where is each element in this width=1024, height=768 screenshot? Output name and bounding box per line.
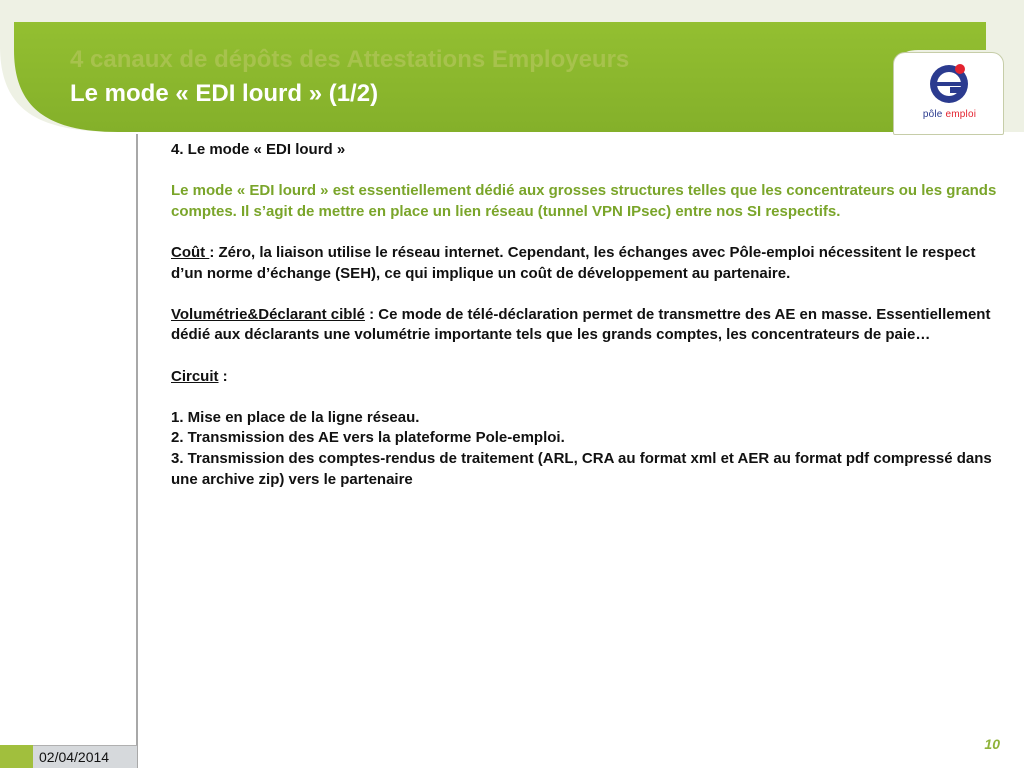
footer-date: 02/04/2014	[33, 745, 137, 768]
footer-accent-square	[0, 745, 33, 768]
circuit-step-3: 3. Transmission des comptes-rendus de traitement (ARL, CRA au format xml et AER au format pdf compressé dans une archive zip) vers le partenaire	[171, 449, 992, 488]
cout-text: : Zéro, la liaison utilise le réseau internet. Cependant, les échanges avec Pôle-emploi nécessitent le respect d’un norme d’échange (SEH), ce qui implique un coût de développement au partenaire.	[171, 243, 976, 282]
slide-body	[171, 140, 1001, 490]
volumetrie-text: : Ce mode de télé-déclaration permet de transmettre des AE en masse. Essentiellement dédié aux déclarants une volumétrie importante tels que les grands comptes, les concentrateurs de paie…	[171, 305, 991, 344]
vertical-divider	[136, 134, 138, 768]
circuit-suffix: :	[218, 367, 228, 385]
volumetrie-label: Volumétrie&Déclarant ciblé	[171, 305, 365, 323]
intro-paragraph: Le mode « EDI lourd » est essentiellement dédié aux grosses structures telles que les concentrateurs ou les grands comptes. Il s’agit de mettre en place un lien réseau (tunnel VPN IPsec) entre nos SI respectifs.	[171, 182, 997, 220]
circuit-step-1: 1. Mise en place de la ligne réseau.	[171, 408, 420, 426]
logo-text-pole: pôle	[922, 109, 946, 120]
pole-emploi-logo-icon	[894, 53, 1005, 113]
logo-wordmark	[894, 109, 1005, 120]
page-number: 10	[984, 736, 1000, 752]
logo-text-emploi: emploi	[945, 109, 977, 120]
slide-title-line1: 4 canaux de dépôts des Attestations Employeurs	[70, 46, 630, 73]
cout-label: Coût	[171, 243, 210, 261]
section-heading: 4. Le mode « EDI lourd »	[171, 141, 346, 158]
pole-emploi-logo	[893, 52, 1004, 135]
circuit-paragraph	[171, 367, 1001, 388]
circuit-label: Circuit	[171, 367, 219, 385]
cout-paragraph	[171, 243, 1001, 284]
circuit-step-2: 2. Transmission des AE vers la plateforme Pole-emploi.	[171, 429, 565, 447]
slide-title-line2: Le mode « EDI lourd » (1/2)	[70, 80, 379, 107]
volumetrie-paragraph	[171, 305, 1001, 346]
